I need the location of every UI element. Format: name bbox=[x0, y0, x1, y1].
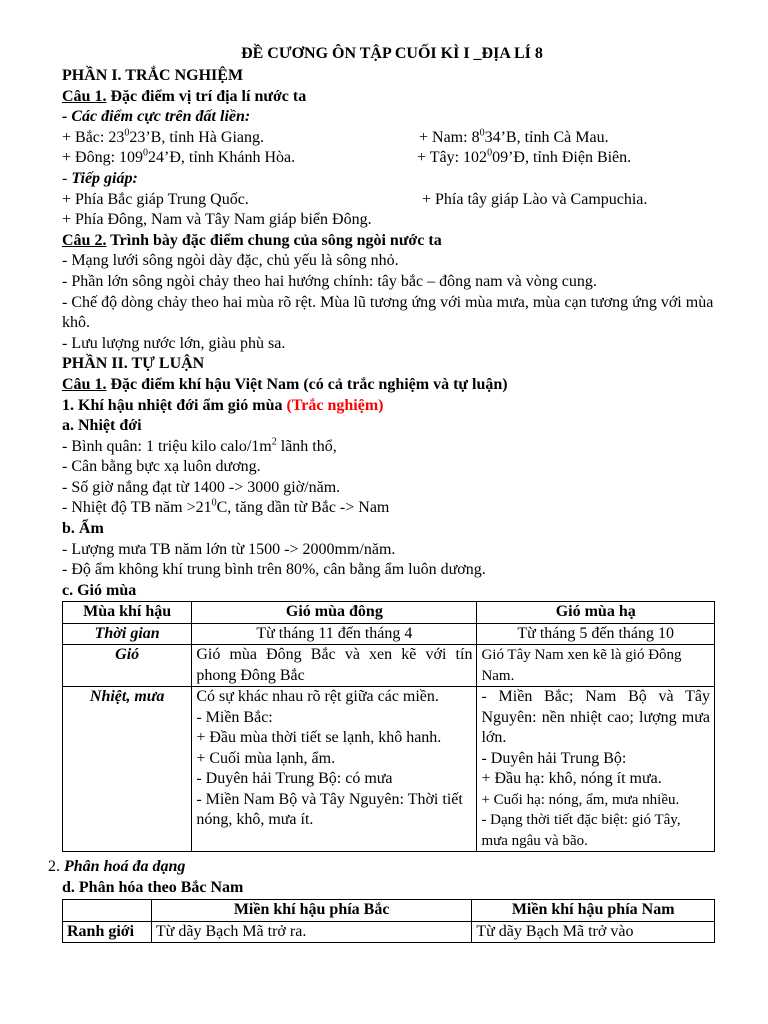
tropical-point-3: - Số giờ nắng đạt từ 1400 -> 3000 giờ/năm. bbox=[62, 478, 341, 496]
border-west: + Phía tây giáp Lào và Campuchia. bbox=[422, 190, 648, 208]
extreme-north: + Bắc: $23^023’B$, tỉnh Hà Giang. bbox=[62, 127, 264, 146]
monsoon-heading: c. Gió mùa bbox=[62, 581, 137, 599]
part1-heading: PHẦN I. TRẮC NGHIỆM bbox=[62, 67, 244, 84]
extreme-east: + Đông: $109^024’Đ$, tỉnh Khánh Hòa. bbox=[62, 148, 296, 167]
region-table bbox=[62, 899, 715, 943]
row-label: Ranh giới bbox=[63, 921, 152, 943]
table-cell: Có sự khác nhau rõ rệt giữa các miền. - Miền Bắc: + Đầu mùa thời tiết se lạnh, khô hanh. + Cuối mùa lạnh, ẩm. - Duyên hải Trung Bộ: có mưa - Miền Nam Bộ và Tây Nguyên: Thời tiết nóng, khô, mưa ít. bbox=[192, 687, 477, 852]
table-row bbox=[63, 687, 715, 852]
extreme-west: + Tây: $102^009’Đ$, tỉnh Điện Biên. bbox=[417, 148, 632, 167]
table-header-cell: Gió mùa hạ bbox=[477, 602, 715, 624]
extreme-south: + Nam: $8^034’B$, tỉnh Cà Mau. bbox=[419, 127, 609, 146]
tropical-point-2: - Cân bằng bực xạ luôn dương. bbox=[62, 458, 261, 476]
extreme-row-north-south bbox=[62, 128, 722, 149]
table-row bbox=[63, 623, 715, 645]
humid-heading: b. Ẩm bbox=[62, 520, 104, 538]
border-row bbox=[62, 190, 722, 211]
climate-section-2: 2. Phân hoá đa dạng bbox=[48, 858, 186, 876]
table-row bbox=[63, 645, 715, 687]
border-north: + Phía Bắc giáp Trung Quốc. bbox=[62, 190, 249, 208]
part2-question1: Câu 1. Đặc điểm khí hậu Việt Nam (có cả trắc nghiệm và tự luận) bbox=[62, 375, 508, 393]
table-header-cell bbox=[63, 900, 152, 922]
table-header-cell: Miền khí hậu phía Bắc bbox=[151, 900, 471, 922]
border-heading: - Tiếp giáp: bbox=[62, 169, 138, 187]
extreme-points-heading: - Các điểm cực trên đất liền: bbox=[62, 108, 251, 126]
river-point-1: - Mạng lưới sông ngòi dày đặc, chủ yếu là sông nhỏ. bbox=[62, 252, 399, 270]
border-sea: + Phía Đông, Nam và Tây Nam giáp biển Đông. bbox=[62, 211, 372, 229]
row-label: Thời gian bbox=[63, 623, 192, 645]
humid-point-1: - Lượng mưa TB năm lớn từ 1500 -> 2000mm/năm. bbox=[62, 540, 396, 558]
multiple-choice-note: (Trắc nghiệm) bbox=[286, 396, 384, 414]
document-content bbox=[48, 44, 722, 943]
part1-question1: Câu 1. Đặc điểm vị trí địa lí nước ta bbox=[62, 87, 307, 105]
table-cell: - Miền Bắc; Nam Bộ và Tây Nguyên: nền nhiệt cao; lượng mưa lớn. - Duyên hải Trung Bộ: + Đầu hạ: khô, nóng ít mưa. + Cuối hạ: nóng, ẩm, mưa nhiều. - Dạng thời tiết đặc biệt: gió Tây, mưa ngâu và bão. bbox=[477, 687, 715, 852]
table-cell: Từ dãy Bạch Mã trở vào bbox=[472, 921, 715, 943]
row-label: Nhiệt, mưa bbox=[63, 687, 192, 852]
climate-section-1: 1. Khí hậu nhiệt đới ẩm gió mùa (Trắc nghiệm) bbox=[62, 396, 384, 414]
tropical-point-4: - Nhiệt độ TB năm $>21^0C$, tăng dần từ Bắc -> Nam bbox=[62, 498, 390, 517]
table-header-row bbox=[63, 900, 715, 922]
monsoon-table bbox=[62, 601, 715, 852]
question-label: Câu 1. bbox=[62, 87, 107, 105]
table-cell: Gió mùa Đông Bắc và xen kẽ với tín phong Đông Bắc bbox=[192, 645, 477, 687]
table-header-cell: Mùa khí hậu bbox=[63, 602, 192, 624]
table-cell: Từ tháng 5 đến tháng 10 bbox=[477, 623, 715, 645]
table-cell: Từ tháng 11 đến tháng 4 bbox=[192, 623, 477, 645]
table-header-cell: Miền khí hậu phía Nam bbox=[472, 900, 715, 922]
part1-question2: Câu 2. Trình bày đặc điểm chung của sông ngòi nước ta bbox=[62, 231, 442, 249]
table-cell: Gió Tây Nam xen kẽ là gió Đông Nam. bbox=[477, 645, 715, 687]
humid-point-2: - Độ ẩm không khí trung bình trên 80%, cân bằng ẩm luôn dương. bbox=[62, 561, 486, 579]
question-label: Câu 2. bbox=[62, 231, 107, 249]
tropical-heading: a. Nhiệt đới bbox=[62, 417, 142, 435]
table-header-row bbox=[63, 602, 715, 624]
part2-heading: PHẦN II. TỰ LUẬN bbox=[62, 355, 205, 373]
table-cell: Từ dãy Bạch Mã trở ra. bbox=[151, 921, 471, 943]
river-point-2: - Phần lớn sông ngòi chảy theo hai hướng chính: tây bắc – đông nam và vòng cung. bbox=[62, 272, 597, 290]
river-point-3: - Chế độ dòng chảy theo hai mùa rõ rệt. Mùa lũ tương ứng với mùa mưa, mùa cạn tương ứng với mùa khô. bbox=[62, 293, 714, 332]
extreme-row-east-west bbox=[62, 148, 722, 169]
river-point-4: - Lưu lượng nước lớn, giàu phù sa. bbox=[62, 334, 286, 352]
tropical-point-1: - Bình quân: 1 triệu kilo calo/$1m^2$ lãnh thổ, bbox=[62, 436, 337, 455]
north-south-heading: d. Phân hóa theo Bắc Nam bbox=[62, 879, 244, 897]
table-header-cell: Gió mùa đông bbox=[192, 602, 477, 624]
question-label: Câu 1. bbox=[62, 375, 107, 393]
row-label: Gió bbox=[63, 645, 192, 687]
document-title: ĐỀ CƯƠNG ÔN TẬP CUỐI KÌ I _ĐỊA LÍ 8 bbox=[241, 45, 543, 62]
table-row bbox=[63, 921, 715, 943]
